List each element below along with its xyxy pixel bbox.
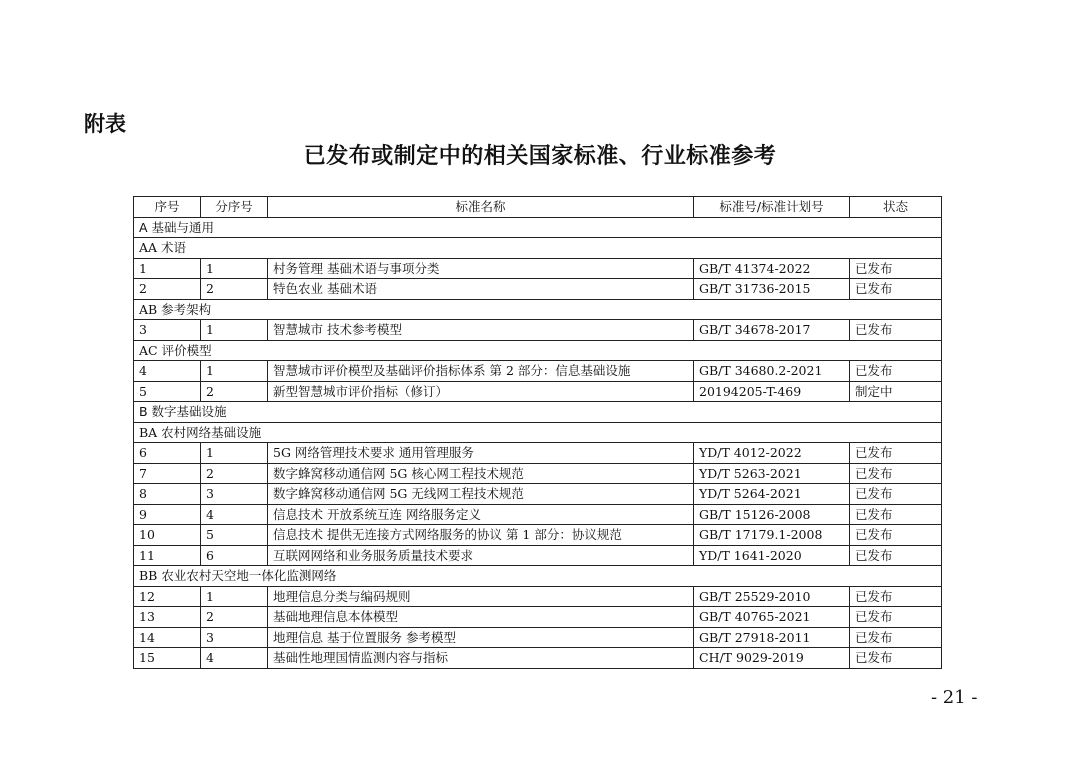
cell-status: 已发布 xyxy=(850,525,942,546)
cell-standard-name: 数字蜂窝移动通信网 5G 核心网工程技术规范 xyxy=(268,463,694,484)
cell-status: 已发布 xyxy=(850,648,942,669)
cell-status: 已发布 xyxy=(850,279,942,300)
cell-status: 已发布 xyxy=(850,361,942,382)
cell-status: 已发布 xyxy=(850,504,942,525)
cell-standard-code: GB/T 17179.1-2008 xyxy=(694,525,850,546)
cell-standard-code: GB/T 40765-2021 xyxy=(694,607,850,628)
document-title: 已发布或制定中的相关国家标准、行业标准参考 xyxy=(303,143,777,169)
cell-no: 13 xyxy=(134,607,201,628)
table-row xyxy=(134,648,942,669)
cell-no: 2 xyxy=(134,279,201,300)
table-row xyxy=(134,463,942,484)
table-row xyxy=(134,279,942,300)
cell-sub-no: 2 xyxy=(201,381,268,402)
page-number: - 21 - xyxy=(931,687,978,708)
cell-sub-no: 4 xyxy=(201,648,268,669)
cell-status: 已发布 xyxy=(850,258,942,279)
header-no: 序号 xyxy=(134,197,201,218)
section-label: B 数字基础设施 xyxy=(134,402,942,423)
cell-standard-code: YD/T 5263-2021 xyxy=(694,463,850,484)
table-row xyxy=(134,627,942,648)
table-row xyxy=(134,381,942,402)
section-row xyxy=(134,217,942,238)
cell-standard-code: GB/T 34680.2-2021 xyxy=(694,361,850,382)
cell-standard-code: GB/T 27918-2011 xyxy=(694,627,850,648)
cell-no: 5 xyxy=(134,381,201,402)
cell-sub-no: 1 xyxy=(201,320,268,341)
cell-no: 7 xyxy=(134,463,201,484)
cell-no: 3 xyxy=(134,320,201,341)
table-header-row xyxy=(134,197,942,218)
cell-standard-code: YD/T 5264-2021 xyxy=(694,484,850,505)
subsection-row xyxy=(134,422,942,443)
cell-sub-no: 2 xyxy=(201,607,268,628)
cell-status: 已发布 xyxy=(850,545,942,566)
cell-sub-no: 1 xyxy=(201,361,268,382)
cell-no: 14 xyxy=(134,627,201,648)
cell-status: 已发布 xyxy=(850,627,942,648)
section-label: A 基础与通用 xyxy=(134,217,942,238)
table-row xyxy=(134,525,942,546)
cell-sub-no: 2 xyxy=(201,463,268,484)
cell-no: 6 xyxy=(134,443,201,464)
cell-no: 15 xyxy=(134,648,201,669)
cell-standard-code: 20194205-T-469 xyxy=(694,381,850,402)
cell-standard-code: GB/T 15126-2008 xyxy=(694,504,850,525)
table-row xyxy=(134,361,942,382)
appendix-label: 附表 xyxy=(84,112,126,136)
subsection-label: AB 参考架构 xyxy=(134,299,942,320)
cell-sub-no: 1 xyxy=(201,258,268,279)
cell-status: 已发布 xyxy=(850,320,942,341)
cell-standard-name: 地理信息分类与编码规则 xyxy=(268,586,694,607)
cell-sub-no: 2 xyxy=(201,279,268,300)
cell-status: 已发布 xyxy=(850,484,942,505)
cell-sub-no: 3 xyxy=(201,627,268,648)
cell-standard-name: 数字蜂窝移动通信网 5G 无线网工程技术规范 xyxy=(268,484,694,505)
header-standard-code: 标准号/标准计划号 xyxy=(694,197,850,218)
cell-no: 12 xyxy=(134,586,201,607)
table-row xyxy=(134,258,942,279)
cell-sub-no: 3 xyxy=(201,484,268,505)
cell-standard-name: 互联网网络和业务服务质量技术要求 xyxy=(268,545,694,566)
subsection-label: BA 农村网络基础设施 xyxy=(134,422,942,443)
cell-no: 9 xyxy=(134,504,201,525)
cell-standard-name: 基础地理信息本体模型 xyxy=(268,607,694,628)
table-row xyxy=(134,320,942,341)
header-status: 状态 xyxy=(850,197,942,218)
subsection-row xyxy=(134,238,942,259)
subsection-label: BB 农业农村天空地一体化监测网络 xyxy=(134,566,942,587)
cell-standard-name: 智慧城市 技术参考模型 xyxy=(268,320,694,341)
cell-no: 8 xyxy=(134,484,201,505)
cell-standard-name: 智慧城市评价模型及基础评价指标体系 第 2 部分：信息基础设施 xyxy=(268,361,694,382)
header-sub-no: 分序号 xyxy=(201,197,268,218)
cell-sub-no: 1 xyxy=(201,443,268,464)
header-standard-name: 标准名称 xyxy=(268,197,694,218)
cell-sub-no: 1 xyxy=(201,586,268,607)
cell-standard-code: YD/T 4012-2022 xyxy=(694,443,850,464)
cell-standard-name: 5G 网络管理技术要求 通用管理服务 xyxy=(268,443,694,464)
cell-standard-name: 地理信息 基于位置服务 参考模型 xyxy=(268,627,694,648)
standards-table xyxy=(133,196,942,669)
subsection-row xyxy=(134,340,942,361)
cell-no: 10 xyxy=(134,525,201,546)
section-row xyxy=(134,402,942,423)
cell-standard-code: GB/T 25529-2010 xyxy=(694,586,850,607)
cell-sub-no: 6 xyxy=(201,545,268,566)
cell-status: 已发布 xyxy=(850,607,942,628)
cell-standard-name: 信息技术 提供无连接方式网络服务的协议 第 1 部分：协议规范 xyxy=(268,525,694,546)
cell-sub-no: 4 xyxy=(201,504,268,525)
cell-status: 已发布 xyxy=(850,586,942,607)
cell-standard-name: 基础性地理国情监测内容与指标 xyxy=(268,648,694,669)
cell-standard-code: CH/T 9029-2019 xyxy=(694,648,850,669)
cell-standard-name: 特色农业 基础术语 xyxy=(268,279,694,300)
cell-status: 已发布 xyxy=(850,443,942,464)
cell-no: 11 xyxy=(134,545,201,566)
cell-no: 4 xyxy=(134,361,201,382)
table-row xyxy=(134,607,942,628)
table-row xyxy=(134,484,942,505)
cell-standard-code: GB/T 41374-2022 xyxy=(694,258,850,279)
cell-standard-name: 信息技术 开放系统互连 网络服务定义 xyxy=(268,504,694,525)
cell-standard-name: 村务管理 基础术语与事项分类 xyxy=(268,258,694,279)
table-row xyxy=(134,586,942,607)
subsection-row xyxy=(134,566,942,587)
subsection-row xyxy=(134,299,942,320)
cell-status: 已发布 xyxy=(850,463,942,484)
cell-standard-code: GB/T 31736-2015 xyxy=(694,279,850,300)
table-row xyxy=(134,443,942,464)
cell-status: 制定中 xyxy=(850,381,942,402)
cell-no: 1 xyxy=(134,258,201,279)
cell-standard-code: GB/T 34678-2017 xyxy=(694,320,850,341)
cell-sub-no: 5 xyxy=(201,525,268,546)
table-row xyxy=(134,504,942,525)
cell-standard-code: YD/T 1641-2020 xyxy=(694,545,850,566)
subsection-label: AC 评价模型 xyxy=(134,340,942,361)
cell-standard-name: 新型智慧城市评价指标（修订） xyxy=(268,381,694,402)
table-row xyxy=(134,545,942,566)
subsection-label: AA 术语 xyxy=(134,238,942,259)
table-body xyxy=(134,217,942,668)
